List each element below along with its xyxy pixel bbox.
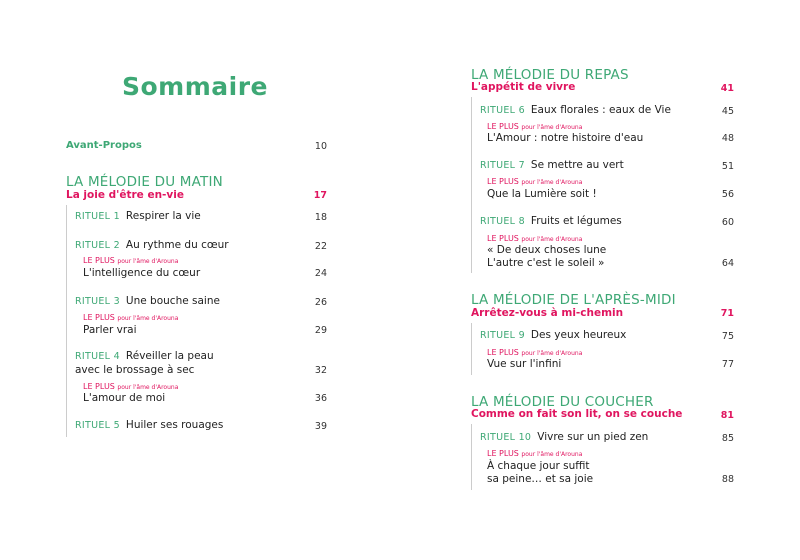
toc-plus-item-line2[interactable]: sa peine… et sa joie <box>487 473 594 485</box>
page-number: 56 <box>721 189 734 200</box>
rituel-title-line2[interactable]: avec le brossage à sec <box>75 364 195 376</box>
le-plus-label: LE PLUS pour l'âme d'Arouna <box>487 122 583 131</box>
rituel-tag: RITUEL 5 <box>75 420 120 431</box>
rituel-tag: RITUEL 9 <box>480 330 525 341</box>
page-number: 18 <box>314 212 327 223</box>
toc-plus-item[interactable]: L'Amour : notre histoire d'eau <box>487 132 644 144</box>
toc-plus-item-line2[interactable]: L'autre c'est le soleil » <box>487 257 605 269</box>
page-number: 29 <box>314 325 327 336</box>
page-number: 64 <box>721 258 734 269</box>
section-subheading-repas: L'appétit de vivre <box>471 81 576 93</box>
le-plus-label: LE PLUS pour l'âme d'Arouna <box>83 313 179 322</box>
rituel-title: Vivre sur un pied zen <box>537 431 649 443</box>
page-number: 48 <box>721 133 734 144</box>
page-number: 24 <box>314 268 327 279</box>
toc-rituel-2[interactable] <box>75 239 229 251</box>
section-subheading-apresmidi: Arrêtez-vous à mi-chemin <box>471 307 624 319</box>
toc-rituel-6[interactable] <box>480 104 671 116</box>
page-number: 71 <box>720 308 734 319</box>
rituel-tag: RITUEL 6 <box>480 105 525 116</box>
page-number: 36 <box>314 393 327 404</box>
rituel-tag: RITUEL 8 <box>480 216 525 227</box>
rituel-tag: RITUEL 10 <box>480 432 532 443</box>
page-number: 60 <box>721 217 734 228</box>
le-plus-label: LE PLUS pour l'âme d'Arouna <box>487 177 583 186</box>
toc-plus-item[interactable]: Parler vrai <box>83 324 137 336</box>
page-number: 10 <box>314 141 327 152</box>
toc-plus-item[interactable]: L'intelligence du cœur <box>83 267 201 279</box>
le-plus-label: LE PLUS pour l'âme d'Arouna <box>83 382 179 391</box>
rituel-title: Respirer la vie <box>125 210 201 222</box>
toc-plus-item[interactable]: « De deux choses lune <box>487 244 607 256</box>
rituel-tag: RITUEL 1 <box>75 211 120 222</box>
le-plus-label: LE PLUS pour l'âme d'Arouna <box>487 449 583 458</box>
page-number: 51 <box>721 161 734 172</box>
toc-rituel-3[interactable] <box>75 295 220 307</box>
rituel-title: Des yeux heureux <box>530 329 627 341</box>
section-heading-apresmidi[interactable]: LA MÉLODIE DE L'APRÈS-MIDI <box>471 292 676 308</box>
le-plus-label: LE PLUS pour l'âme d'Arouna <box>83 256 179 265</box>
rituel-title: Fruits et légumes <box>530 215 622 227</box>
toc-plus-item[interactable]: Que la Lumière soit ! <box>487 188 597 200</box>
page-number: 41 <box>720 83 734 94</box>
section-subheading-coucher: Comme on fait son lit, on se couche <box>471 408 683 420</box>
section-divider <box>66 205 67 437</box>
page-number: 77 <box>721 359 734 370</box>
page-number: 26 <box>314 297 327 308</box>
rituel-tag: RITUEL 7 <box>480 160 525 171</box>
toc-rituel-5[interactable] <box>75 419 223 431</box>
section-heading-coucher[interactable]: LA MÉLODIE DU COUCHER <box>471 394 654 410</box>
section-heading-matin[interactable]: LA MÉLODIE DU MATIN <box>66 174 223 190</box>
page-number: 22 <box>314 241 327 252</box>
toc-plus-item[interactable]: Vue sur l'infini <box>487 358 562 370</box>
toc-rituel-1[interactable] <box>75 210 201 222</box>
rituel-title: Une bouche saine <box>125 295 220 307</box>
le-plus-label: LE PLUS pour l'âme d'Arouna <box>487 234 583 243</box>
page-number: 17 <box>313 190 327 201</box>
page-number: 39 <box>314 421 327 432</box>
rituel-tag: RITUEL 2 <box>75 240 120 251</box>
rituel-title: Se mettre au vert <box>530 159 624 171</box>
section-divider <box>471 323 472 375</box>
page-title: Sommaire <box>121 72 268 101</box>
rituel-title: Eaux florales : eaux de Vie <box>530 104 671 116</box>
page-number: 85 <box>721 433 734 444</box>
page-number: 75 <box>721 331 734 342</box>
rituel-title: Réveiller la peau <box>125 350 214 362</box>
le-plus-label: LE PLUS pour l'âme d'Arouna <box>487 348 583 357</box>
page-number: 81 <box>720 410 734 421</box>
toc-rituel-8[interactable] <box>480 215 622 227</box>
toc-rituel-10[interactable] <box>480 431 648 443</box>
toc-plus-item[interactable]: À chaque jour suffit <box>487 460 590 472</box>
page-number: 32 <box>314 365 327 376</box>
section-divider <box>471 424 472 490</box>
section-heading-repas[interactable]: LA MÉLODIE DU REPAS <box>471 67 629 83</box>
page-number: 88 <box>721 474 734 485</box>
toc-rituel-7[interactable] <box>480 159 624 171</box>
rituel-title: Au rythme du cœur <box>125 239 229 251</box>
rituel-tag: RITUEL 3 <box>75 296 120 307</box>
section-divider <box>471 97 472 273</box>
section-subheading-matin: La joie d'être en-vie <box>66 189 184 201</box>
toc-avant-propos[interactable]: Avant-Propos <box>66 140 142 151</box>
rituel-tag: RITUEL 4 <box>75 351 120 362</box>
toc-rituel-4[interactable] <box>75 350 214 362</box>
toc-plus-item[interactable]: L'amour de moi <box>83 392 166 404</box>
rituel-title: Huiler ses rouages <box>125 419 224 431</box>
toc-rituel-9[interactable] <box>480 329 626 341</box>
page-number: 45 <box>721 106 734 117</box>
